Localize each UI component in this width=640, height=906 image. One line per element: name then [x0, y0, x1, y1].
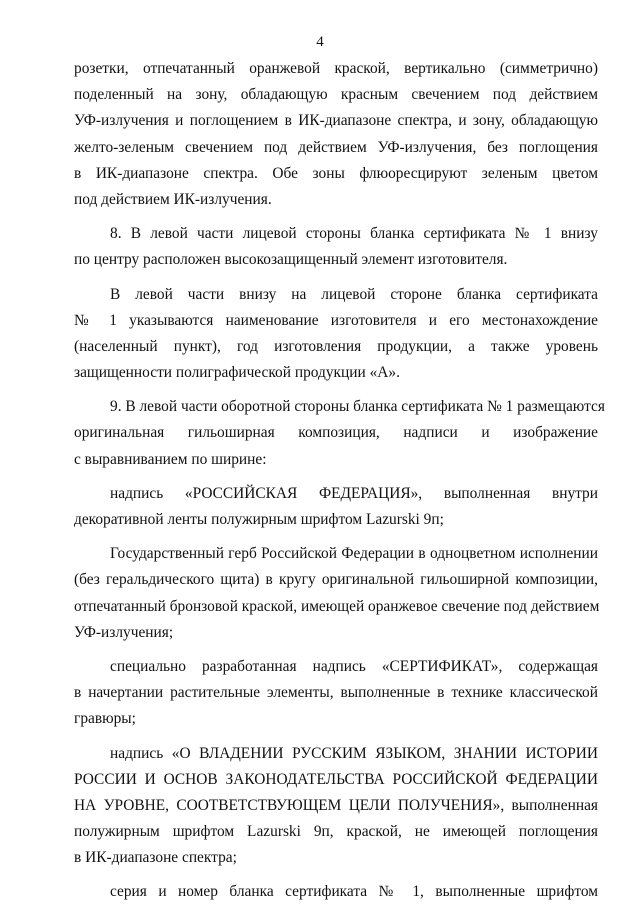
text-line: В левой части внизу на лицевой стороне бланка сертификата — [110, 285, 598, 303]
text-line: УФ-излучения и поглощением в ИК-диапазоне спектра, и зону, обладающую — [74, 112, 598, 130]
text-line: РОССИИ И ОСНОВ ЗАКОНОДАТЕЛЬСТВА РОССИЙСКОЙ ФЕДЕРАЦИИ — [74, 770, 598, 788]
text-line: под действием ИК-излучения. — [74, 190, 272, 208]
text-line: специально разработанная надпись «СЕРТИФИКАТ», содержащая — [110, 657, 598, 675]
document-body — [74, 56, 605, 906]
text-line: НА УРОВНЕ, СООТВЕТСТВУЮЩЕМ ЦЕЛИ ПОЛУЧЕНИЯ», выполненная — [74, 796, 598, 814]
text-line: серия и номер бланка сертификата № 1, выполненные шрифтом — [110, 883, 598, 901]
text-line: № 1 указываются наименование изготовителя и его местонахождение — [74, 311, 598, 329]
text-line: с выравниванием по ширине: — [74, 450, 267, 468]
text-line: (без геральдического щита) в кругу оригинальной гильоширной композиции, — [74, 571, 598, 589]
text-line: Государственный герб Российской Федерации в одноцветном исполнении — [110, 545, 598, 563]
page-number: 4 — [316, 34, 324, 50]
text-line: в ИК-диапазоне спектра. Обе зоны флюоресцируют зеленым цветом — [74, 164, 598, 182]
text-line: надпись «О ВЛАДЕНИИ РУССКИМ ЯЗЫКОМ, ЗНАНИИ ИСТОРИИ — [110, 744, 598, 762]
text-line: защищенности полиграфической продукции «А». — [74, 364, 400, 382]
text-line: в ИК-диапазоне спектра; — [74, 849, 237, 867]
text-line: полужирным шрифтом Lazurski 9п, краской, не имеющей поглощения — [74, 823, 598, 841]
text-line: оригинальная гильоширная композиция, надписи и изображение — [74, 424, 598, 442]
text-line: гравюры; — [74, 710, 136, 728]
text-line: желто-зеленым свечением под действием УФ-излучения, без поглощения — [74, 138, 598, 156]
text-line: поделенный на зону, обладающую красным свечением под действием — [74, 86, 598, 104]
text-line: УФ-излучения; — [74, 623, 174, 641]
text-line: 8. В левой части лицевой стороны бланка сертификата № 1 внизу — [110, 225, 598, 243]
text-line: (населенный пункт), год изготовления продукции, а также уровень — [74, 337, 598, 355]
text-line: розетки, отпечатанный оранжевой краской, вертикально (симметрично) — [74, 60, 598, 77]
text-line: в начертании растительные элементы, выполненные в технике классической — [74, 684, 598, 702]
text-line: по центру расположен высокозащищенный элемент изготовителя. — [74, 251, 508, 269]
text-line: 9. В левой части оборотной стороны бланка сертификата № 1 размещаются — [110, 398, 605, 416]
text-line: надпись «РОССИЙСКАЯ ФЕДЕРАЦИЯ», выполненная внутри — [110, 484, 598, 502]
text-line: декоративной ленты полужирным шрифтом Lazurski 9п; — [74, 511, 444, 528]
text-line: отпечатанный бронзовой краской, имеющей оранжевое свечение под действием — [74, 597, 600, 615]
